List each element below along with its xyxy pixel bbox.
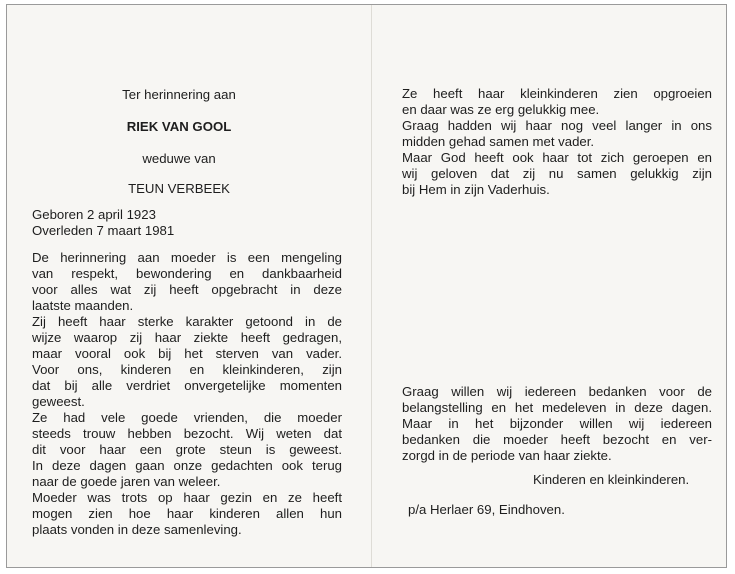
closing-text <box>402 86 712 198</box>
text-line: dit voor haar een grote steun is geweest. <box>32 442 342 457</box>
death-date: Overleden 7 maart 1981 <box>32 223 175 238</box>
memorial-card <box>6 4 727 568</box>
text-line: steeds trouw hebben bezocht. Wij weten dat <box>32 426 342 441</box>
text-line: mogen zien hoe haar kinderen allen hun <box>32 506 342 521</box>
text-line: Moeder was trots op haar gezin en ze heeft <box>32 490 342 505</box>
address-text: p/a Herlaer 69, Eindhoven. <box>408 502 565 517</box>
text-line: Graag willen wij iedereen bedanken voor de <box>402 384 712 399</box>
text-line: dat bij alle verdriet onvergetelijke momenten <box>32 378 342 393</box>
text-line: Graag hadden wij haar nog veel langer in ons <box>402 118 712 133</box>
text-line: midden gehad samen met vader. <box>402 134 595 149</box>
text-line: van respekt, bewondering en dankbaarheid <box>32 266 342 281</box>
text-line: laatste maanden. <box>32 298 134 313</box>
text-line: voor alles wat zij heeft opgebracht in deze <box>32 282 342 297</box>
spouse-name: TEUN VERBEEK <box>128 181 230 196</box>
text-line: Ze had vele goede vrienden, die moeder <box>32 410 342 425</box>
text-line: zorgd in de periode van haar ziekte. <box>402 448 612 463</box>
thanks-text <box>402 384 712 464</box>
intro-text: Ter herinnering aan <box>122 87 236 102</box>
text-line: bedanken die moeder heeft bezocht en ver- <box>402 432 712 447</box>
text-line: Zij heeft haar sterke karakter getoond in de <box>32 314 342 329</box>
text-line: wij geloven dat zij nu samen gelukkig zijn <box>402 166 712 181</box>
text-line: bij Hem in zijn Vaderhuis. <box>402 182 550 197</box>
text-line: belangstelling en het medeleven in deze dagen. <box>402 400 712 415</box>
text-line: naar de goede jaren van weleer. <box>32 474 221 489</box>
memorial-text <box>32 250 342 538</box>
text-line: plaats vonden in deze samenleving. <box>32 522 242 537</box>
birth-date: Geboren 2 april 1923 <box>32 207 156 222</box>
text-line: De herinnering aan moeder is een mengeling <box>32 250 342 265</box>
relation-text: weduwe van <box>142 151 216 166</box>
deceased-name: RIEK VAN GOOL <box>126 119 232 134</box>
text-line: geweest. <box>32 394 85 409</box>
text-line: In deze dagen gaan onze gedachten ook terug <box>32 458 342 473</box>
text-line: Maar in het bijzonder willen wij iedereen <box>402 416 712 431</box>
text-line: maar vooral ook bij het sterven van vader. <box>32 346 342 361</box>
text-line: Maar God heeft ook haar tot zich geroepen en <box>402 150 712 165</box>
card-fold <box>371 5 372 567</box>
text-line: Ze heeft haar kleinkinderen zien opgroeien <box>402 86 712 101</box>
text-line: Voor ons, kinderen en kleinkinderen, zijn <box>32 362 342 377</box>
text-line: en daar was ze erg gelukkig mee. <box>402 102 600 117</box>
text-line: wijze waarop zij haar ziekte heeft gedragen, <box>32 330 342 345</box>
signoff-text: Kinderen en kleinkinderen. <box>533 472 690 487</box>
